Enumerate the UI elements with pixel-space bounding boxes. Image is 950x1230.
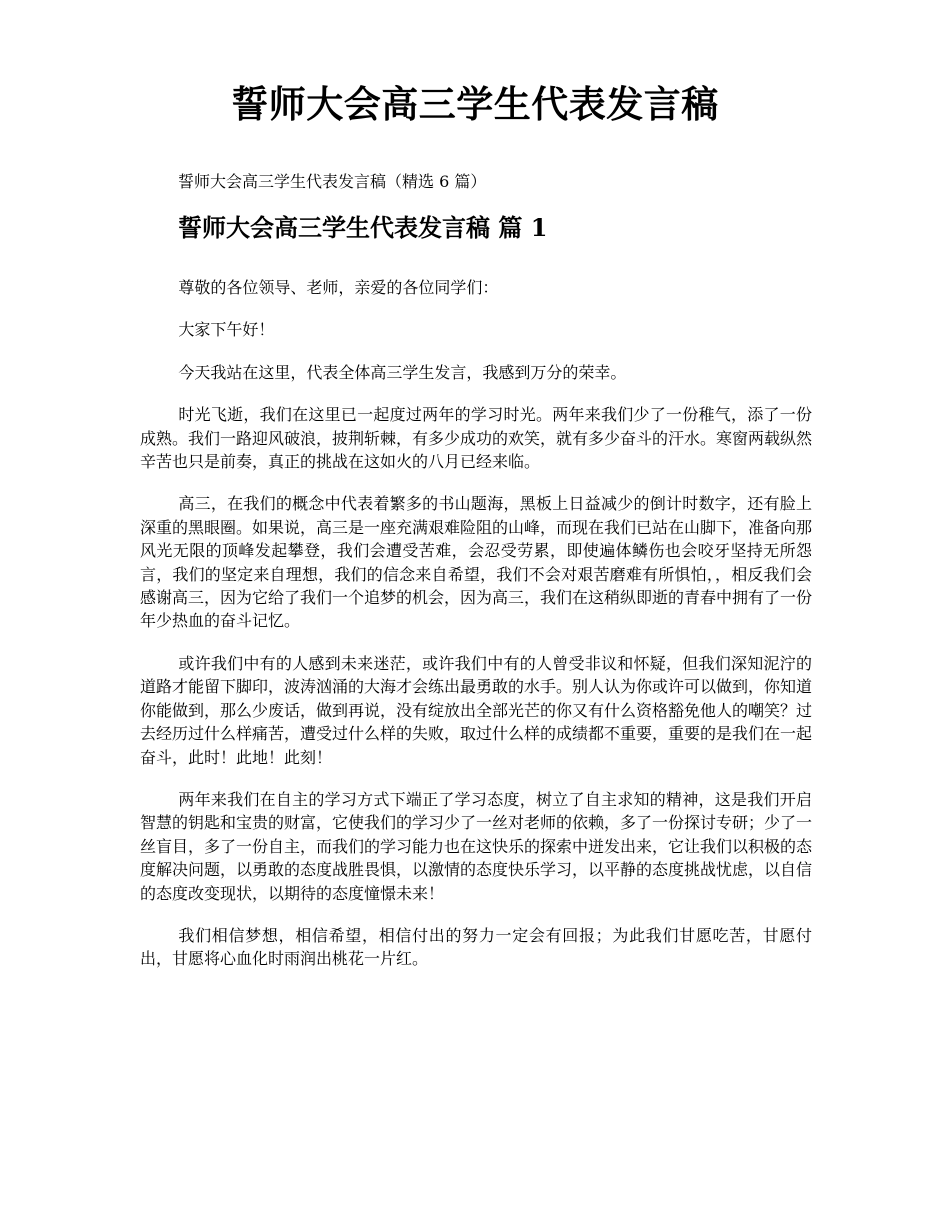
paragraph-greeting: 大家下午好！: [178, 320, 275, 340]
document-subtitle: 誓师大会高三学生代表发言稿（精选 6 篇）: [178, 172, 487, 191]
document-body: [140, 276, 812, 990]
paragraph-salutation: 尊敬的各位领导、老师，亲爱的各位同学们：: [178, 278, 499, 297]
paragraph: 两年来我们在自主的学习方式下端正了学习态度，树立了自主求知的精神，这是我们开启智慧的钥匙和宝贵的财富，它使我们的学习少了一丝对老师的依赖，多了一份探讨专研；少了一丝盲目，多了一份自主，而我们的学习能力也在这快乐的探索中迸发出来，它让我们以积极的态度解决问题，以勇敢的态度战胜畏惧，以激情的态度快乐学习，以平静的态度挑战忧虑，以自信的态度改变现状，以期待的态度憧憬未来！: [140, 789, 813, 903]
paragraph-intro: 今天我站在这里，代表全体高三学生发言，我感到万分的荣幸。: [178, 362, 627, 382]
document-title: 誓师大会高三学生代表发言稿: [231, 82, 719, 126]
paragraph: 或许我们中有的人感到未来迷茫，或许我们中有的人曾受非议和怀疑，但我们深知泥泞的道路才能留下脚印，波涛汹涌的大海才会练出最勇敢的水手。别人认为你或许可以做到，你知道你能做到，那么少废话，做到再说，没有绽放出全部光芒的你又有什么资格豁免他人的嘲笑？过去经历过什么样痛苦，遭受过什么样的失败，取过什么样的成绩都不重要，重要的是我们在一起奋斗，此时！此地！此刻！: [140, 653, 813, 767]
paragraph: 高三，在我们的概念中代表着繁多的书山题海，黑板上日益减少的倒计时数字，还有脸上深重的黑眼圈。如果说，高三是一座充满艰难险阻的山峰，而现在我们已站在山脚下，准备向那风光无限的顶峰发起攀登，我们会遭受苦难，会忍受劳累，即使遍体鳞伤也会咬牙坚持无所怨言，我们的坚定来自理想，我们的信念来自希望，我们不会对艰苦磨难有所惧怕，，相反我们会感谢高三，因为它给了我们一个追梦的机会，因为高三，我们在这稍纵即逝的青春中拥有了一份年少热血的奋斗记忆。: [140, 494, 813, 631]
section-heading: 誓师大会高三学生代表发言稿 篇 1: [178, 213, 548, 242]
paragraph: 时光飞逝，我们在这里已一起度过两年的学习时光。两年来我们少了一份稚气，添了一份成熟。我们一路迎风破浪，披荆斩棘，有多少成功的欢笑，就有多少奋斗的汗水。寒窗两载纵然辛苦也只是前奏，真正的挑战在这如火的八月已经来临。: [140, 405, 813, 472]
paragraph: 我们相信梦想，相信希望，相信付出的努力一定会有回报；为此我们甘愿吃苦，甘愿付出，甘愿将心血化时雨润出桃花一片红。: [140, 925, 812, 969]
